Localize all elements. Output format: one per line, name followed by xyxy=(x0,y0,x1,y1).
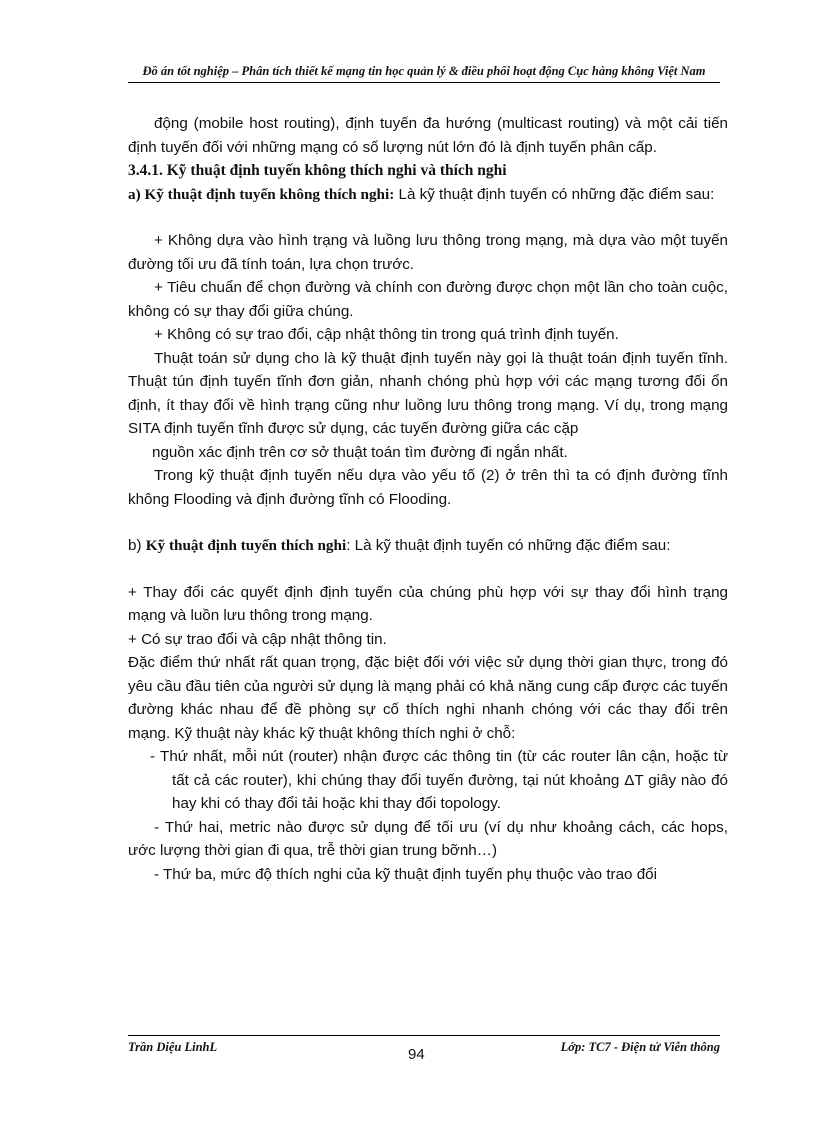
list-item: + Có sự trao đổi và cập nhật thông tin. xyxy=(128,630,387,648)
page-header: Đồ án tốt nghiệp – Phân tích thiết kế mạng tin học quản lý & điều phối hoạt động Cục hàng không Việt Nam xyxy=(142,64,706,78)
subsection-a xyxy=(128,183,728,207)
spacer xyxy=(128,206,728,229)
list-item: + Tiêu chuẩn để chọn đường và chính con đường được chọn một lần cho toàn cuộc, không có sự thay đổi giữa chúng. xyxy=(128,279,728,320)
paragraph-flooding: Trong kỹ thuật định tuyến nếu dựa vào yếu tố (2) ở trên thì ta có định đường tĩnh không Flooding và định đường tĩnh có Flooding. xyxy=(128,467,728,508)
subsection-b-text: : Là kỹ thuật định tuyến có những đặc điểm sau: xyxy=(346,537,671,554)
list-item: + Thay đổi các quyết định định tuyến của chúng phù hợp với sự thay đổi hình trạng mạng và luồn lưu thông trong mạng. xyxy=(128,583,728,624)
dash-item-1: - Thứ nhất, mỗi nút (router) nhận được các thông tin (từ các router lân cận, hoặc từ tất cả các router), khi chúng thay đổi tuyến đường, tại nút khoảng ΔT giây nào đó hay khi có thay đổi tải hoặc khi thay đổi topology. xyxy=(150,748,728,812)
spacer xyxy=(128,511,728,534)
dash-item-3: - Thứ ba, mức độ thích nghi của kỹ thuật định tuyến phụ thuộc vào trao đổi xyxy=(154,865,657,883)
list-item: + Không có sự trao đổi, cập nhật thông tin trong quá trình định tuyến. xyxy=(154,326,619,343)
footer-rule xyxy=(128,1035,720,1036)
page-number: 94 xyxy=(408,1046,425,1063)
paragraph-static-routing: Thuật toán sử dụng cho là kỹ thuật định tuyến này gọi là thuật toán định tuyến tĩnh. Thuật tún định tuyến tĩnh đơn giản, nhanh chóng phù hợp với các mạng tương đối ổn định, ít thay đổi về hình trạng cũng như luồng lưu thông trong mạng. Ví dụ, trong mạng SITA định tuyến tĩnh được sử dụng, các tuyến đường giữa các cặp xyxy=(128,349,728,437)
subsection-b-prefix: b) xyxy=(128,537,146,554)
subsection-a-text: Là kỹ thuật định tuyến có những đặc điểm sau: xyxy=(394,185,715,203)
section-heading: 3.4.1. Kỹ thuật định tuyến không thích nghi và thích nghi xyxy=(128,162,507,179)
list-item: + Không dựa vào hình trạng và luồng lưu thông trong mạng, mà dựa vào một tuyến đường tối ưu đã tính toán, lựa chọn trước. xyxy=(128,232,728,273)
footer-author: Trần Diệu LinhL xyxy=(128,1040,218,1054)
header-rule xyxy=(128,82,720,83)
footer-class: Lớp: TC7 - Điện tử Viễn thông xyxy=(560,1040,720,1054)
paragraph-static-routing-cont: nguồn xác định trên cơ sở thuật toán tìm đường đi ngắn nhất. xyxy=(152,443,568,461)
paragraph-intro: động (mobile host routing), định tuyến đa hướng (multicast routing) và một cải tiến định tuyến đối với những mạng có số lượng nút lớn đó là định tuyến phân cấp. xyxy=(128,115,728,156)
page-body xyxy=(128,112,728,886)
paragraph-adaptive: Đặc điểm thứ nhất rất quan trọng, đặc biệt đối với việc sử dụng thời gian thực, trong đó yêu cầu đầu tiên của người sử dụng là mạng phải có khả năng cung cấp được các tuyến đường khác nhau để đề phòng sự cố thích nghi nhanh chóng với các thay đổi trên mạng. Kỹ thuật này khác kỹ thuật không thích nghi ở chỗ: xyxy=(128,654,728,742)
spacer xyxy=(128,558,728,581)
subsection-a-label: a) Kỹ thuật định tuyến không thích nghi: xyxy=(128,185,395,203)
subsection-b-label: Kỹ thuật định tuyến thích nghi xyxy=(145,537,347,554)
dash-item-2: - Thứ hai, metric nào được sử dụng để tối ưu (ví dụ như khoảng cách, các hops, ước lượng thời gian đi qua, trễ thời gian trung bỡnh…) xyxy=(128,818,728,859)
subsection-b xyxy=(128,534,728,558)
